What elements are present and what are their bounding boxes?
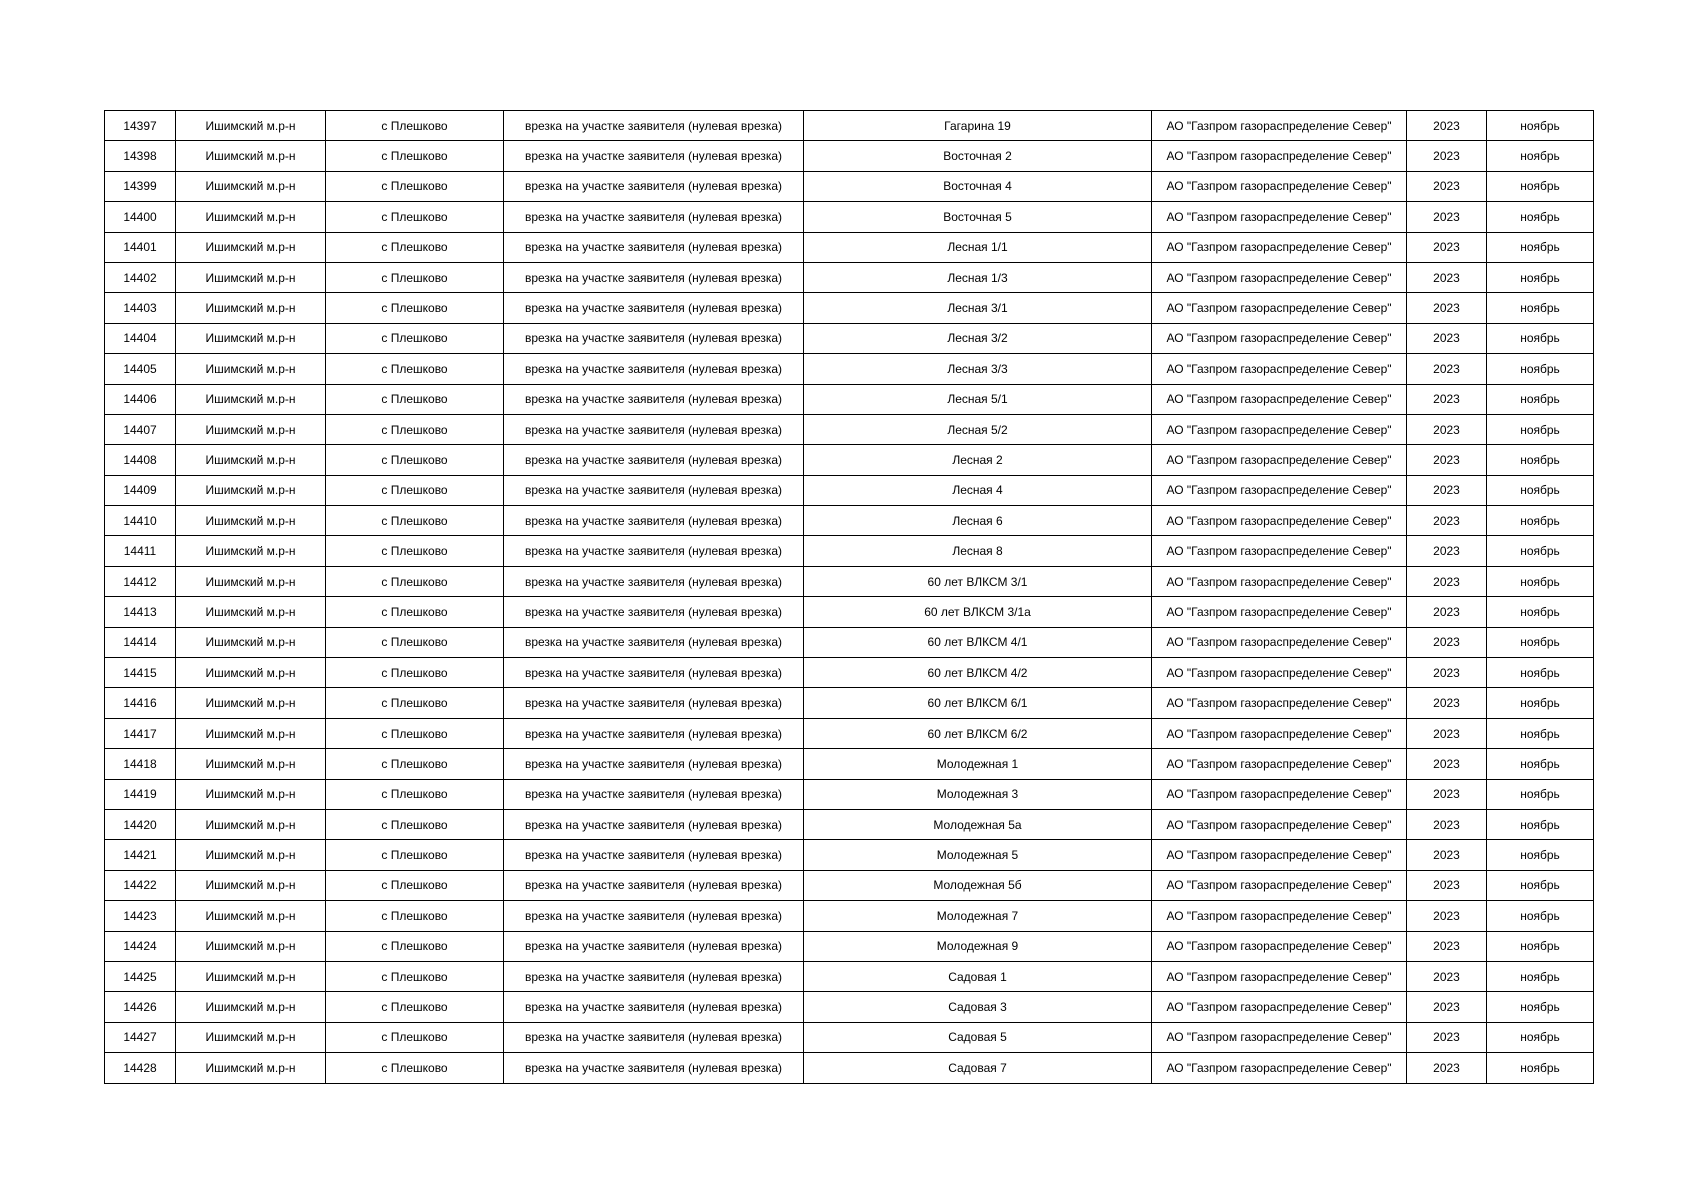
cell-year: 2023 <box>1407 779 1487 809</box>
cell-year: 2023 <box>1407 749 1487 779</box>
table-row <box>105 354 1594 384</box>
cell-year: 2023 <box>1407 354 1487 384</box>
cell-month: ноябрь <box>1487 506 1594 536</box>
cell-address: Лесная 2 <box>804 445 1152 475</box>
cell-month: ноябрь <box>1487 202 1594 232</box>
cell-year: 2023 <box>1407 506 1487 536</box>
cell-connection-type: врезка на участке заявителя (нулевая врезка) <box>504 658 804 688</box>
cell-district: Ишимский м.р-н <box>176 1053 326 1083</box>
cell-connection-type: врезка на участке заявителя (нулевая врезка) <box>504 931 804 961</box>
cell-district: Ишимский м.р-н <box>176 809 326 839</box>
cell-organization: АО "Газпром газораспределение Север" <box>1152 445 1407 475</box>
cell-year: 2023 <box>1407 536 1487 566</box>
cell-organization: АО "Газпром газораспределение Север" <box>1152 354 1407 384</box>
cell-month: ноябрь <box>1487 475 1594 505</box>
cell-month: ноябрь <box>1487 293 1594 323</box>
cell-organization: АО "Газпром газораспределение Север" <box>1152 202 1407 232</box>
cell-id: 14423 <box>105 901 176 931</box>
cell-organization: АО "Газпром газораспределение Север" <box>1152 414 1407 444</box>
cell-organization: АО "Газпром газораспределение Север" <box>1152 384 1407 414</box>
table-row <box>105 536 1594 566</box>
cell-month: ноябрь <box>1487 384 1594 414</box>
cell-settlement: с Плешково <box>326 718 504 748</box>
table-row <box>105 688 1594 718</box>
cell-settlement: с Плешково <box>326 293 504 323</box>
cell-connection-type: врезка на участке заявителя (нулевая врезка) <box>504 171 804 201</box>
cell-organization: АО "Газпром газораспределение Север" <box>1152 901 1407 931</box>
cell-district: Ишимский м.р-н <box>176 627 326 657</box>
cell-settlement: с Плешково <box>326 414 504 444</box>
cell-organization: АО "Газпром газораспределение Север" <box>1152 1053 1407 1083</box>
cell-settlement: с Плешково <box>326 141 504 171</box>
table-row <box>105 475 1594 505</box>
cell-organization: АО "Газпром газораспределение Север" <box>1152 809 1407 839</box>
cell-settlement: с Плешково <box>326 506 504 536</box>
cell-connection-type: врезка на участке заявителя (нулевая врезка) <box>504 262 804 292</box>
cell-year: 2023 <box>1407 1053 1487 1083</box>
cell-address: Молодежная 5а <box>804 809 1152 839</box>
cell-settlement: с Плешково <box>326 111 504 141</box>
cell-month: ноябрь <box>1487 931 1594 961</box>
cell-organization: АО "Газпром газораспределение Север" <box>1152 1022 1407 1052</box>
cell-address: Лесная 6 <box>804 506 1152 536</box>
cell-address: Молодежная 1 <box>804 749 1152 779</box>
cell-connection-type: врезка на участке заявителя (нулевая врезка) <box>504 475 804 505</box>
cell-district: Ишимский м.р-н <box>176 445 326 475</box>
cell-address: 60 лет ВЛКСМ 6/1 <box>804 688 1152 718</box>
cell-settlement: с Плешково <box>326 870 504 900</box>
cell-id: 14404 <box>105 323 176 353</box>
cell-address: Лесная 3/1 <box>804 293 1152 323</box>
cell-month: ноябрь <box>1487 141 1594 171</box>
cell-connection-type: врезка на участке заявителя (нулевая врезка) <box>504 354 804 384</box>
cell-address: 60 лет ВЛКСМ 6/2 <box>804 718 1152 748</box>
cell-address: 60 лет ВЛКСМ 3/1 <box>804 566 1152 596</box>
table-row <box>105 870 1594 900</box>
table-row <box>105 384 1594 414</box>
cell-id: 14403 <box>105 293 176 323</box>
table-row <box>105 627 1594 657</box>
cell-year: 2023 <box>1407 202 1487 232</box>
cell-month: ноябрь <box>1487 536 1594 566</box>
cell-district: Ишимский м.р-н <box>176 414 326 444</box>
cell-year: 2023 <box>1407 414 1487 444</box>
cell-connection-type: врезка на участке заявителя (нулевая врезка) <box>504 749 804 779</box>
cell-year: 2023 <box>1407 931 1487 961</box>
cell-connection-type: врезка на участке заявителя (нулевая врезка) <box>504 323 804 353</box>
cell-district: Ишимский м.р-н <box>176 566 326 596</box>
cell-district: Ишимский м.р-н <box>176 384 326 414</box>
gas-connection-table <box>104 110 1594 1084</box>
cell-organization: АО "Газпром газораспределение Север" <box>1152 141 1407 171</box>
cell-address: Садовая 7 <box>804 1053 1152 1083</box>
cell-connection-type: врезка на участке заявителя (нулевая врезка) <box>504 1022 804 1052</box>
cell-year: 2023 <box>1407 445 1487 475</box>
cell-month: ноябрь <box>1487 1022 1594 1052</box>
cell-district: Ишимский м.р-н <box>176 262 326 292</box>
table-row <box>105 597 1594 627</box>
table-row <box>105 718 1594 748</box>
cell-settlement: с Плешково <box>326 658 504 688</box>
cell-year: 2023 <box>1407 141 1487 171</box>
table-row <box>105 445 1594 475</box>
cell-organization: АО "Газпром газораспределение Север" <box>1152 961 1407 991</box>
cell-month: ноябрь <box>1487 262 1594 292</box>
cell-organization: АО "Газпром газораспределение Север" <box>1152 749 1407 779</box>
cell-address: 60 лет ВЛКСМ 4/1 <box>804 627 1152 657</box>
cell-address: Молодежная 5б <box>804 870 1152 900</box>
document-page <box>104 110 1593 1084</box>
cell-settlement: с Плешково <box>326 992 504 1022</box>
cell-year: 2023 <box>1407 171 1487 201</box>
cell-id: 14410 <box>105 506 176 536</box>
cell-district: Ишимский м.р-н <box>176 475 326 505</box>
cell-year: 2023 <box>1407 323 1487 353</box>
cell-year: 2023 <box>1407 870 1487 900</box>
cell-district: Ишимский м.р-н <box>176 141 326 171</box>
cell-organization: АО "Газпром газораспределение Север" <box>1152 688 1407 718</box>
cell-id: 14409 <box>105 475 176 505</box>
cell-year: 2023 <box>1407 384 1487 414</box>
cell-id: 14420 <box>105 809 176 839</box>
cell-id: 14419 <box>105 779 176 809</box>
cell-address: Лесная 3/2 <box>804 323 1152 353</box>
cell-month: ноябрь <box>1487 870 1594 900</box>
cell-month: ноябрь <box>1487 961 1594 991</box>
cell-connection-type: врезка на участке заявителя (нулевая врезка) <box>504 718 804 748</box>
cell-district: Ишимский м.р-н <box>176 901 326 931</box>
cell-settlement: с Плешково <box>326 202 504 232</box>
table-row <box>105 566 1594 596</box>
cell-settlement: с Плешково <box>326 566 504 596</box>
cell-district: Ишимский м.р-н <box>176 749 326 779</box>
table-row <box>105 658 1594 688</box>
cell-district: Ишимский м.р-н <box>176 870 326 900</box>
cell-month: ноябрь <box>1487 1053 1594 1083</box>
cell-year: 2023 <box>1407 992 1487 1022</box>
cell-year: 2023 <box>1407 688 1487 718</box>
cell-year: 2023 <box>1407 262 1487 292</box>
cell-id: 14406 <box>105 384 176 414</box>
cell-year: 2023 <box>1407 232 1487 262</box>
cell-settlement: с Плешково <box>326 232 504 262</box>
cell-district: Ишимский м.р-н <box>176 992 326 1022</box>
cell-address: Восточная 5 <box>804 202 1152 232</box>
cell-id: 14415 <box>105 658 176 688</box>
cell-year: 2023 <box>1407 901 1487 931</box>
cell-address: 60 лет ВЛКСМ 4/2 <box>804 658 1152 688</box>
cell-organization: АО "Газпром газораспределение Север" <box>1152 840 1407 870</box>
cell-connection-type: врезка на участке заявителя (нулевая врезка) <box>504 566 804 596</box>
cell-month: ноябрь <box>1487 749 1594 779</box>
cell-district: Ишимский м.р-н <box>176 658 326 688</box>
cell-district: Ишимский м.р-н <box>176 961 326 991</box>
cell-settlement: с Плешково <box>326 901 504 931</box>
cell-month: ноябрь <box>1487 232 1594 262</box>
cell-connection-type: врезка на участке заявителя (нулевая врезка) <box>504 202 804 232</box>
cell-organization: АО "Газпром газораспределение Север" <box>1152 718 1407 748</box>
table-row <box>105 262 1594 292</box>
cell-id: 14418 <box>105 749 176 779</box>
cell-connection-type: врезка на участке заявителя (нулевая врезка) <box>504 536 804 566</box>
cell-address: Восточная 4 <box>804 171 1152 201</box>
cell-id: 14427 <box>105 1022 176 1052</box>
table-row <box>105 961 1594 991</box>
cell-address: Лесная 8 <box>804 536 1152 566</box>
cell-connection-type: врезка на участке заявителя (нулевая врезка) <box>504 506 804 536</box>
cell-connection-type: врезка на участке заявителя (нулевая врезка) <box>504 597 804 627</box>
cell-month: ноябрь <box>1487 354 1594 384</box>
cell-year: 2023 <box>1407 840 1487 870</box>
cell-settlement: с Плешково <box>326 171 504 201</box>
table-row <box>105 141 1594 171</box>
cell-year: 2023 <box>1407 1022 1487 1052</box>
table-row <box>105 809 1594 839</box>
cell-district: Ишимский м.р-н <box>176 536 326 566</box>
table-row <box>105 992 1594 1022</box>
cell-address: 60 лет ВЛКСМ 3/1а <box>804 597 1152 627</box>
cell-id: 14416 <box>105 688 176 718</box>
cell-connection-type: врезка на участке заявителя (нулевая врезка) <box>504 141 804 171</box>
cell-settlement: с Плешково <box>326 323 504 353</box>
cell-address: Лесная 3/3 <box>804 354 1152 384</box>
cell-connection-type: врезка на участке заявителя (нулевая врезка) <box>504 384 804 414</box>
cell-id: 14426 <box>105 992 176 1022</box>
table-row <box>105 323 1594 353</box>
cell-month: ноябрь <box>1487 718 1594 748</box>
cell-organization: АО "Газпром газораспределение Север" <box>1152 262 1407 292</box>
cell-address: Молодежная 5 <box>804 840 1152 870</box>
cell-month: ноябрь <box>1487 627 1594 657</box>
cell-connection-type: врезка на участке заявителя (нулевая врезка) <box>504 779 804 809</box>
cell-month: ноябрь <box>1487 840 1594 870</box>
cell-address: Лесная 1/1 <box>804 232 1152 262</box>
cell-organization: АО "Газпром газораспределение Север" <box>1152 992 1407 1022</box>
cell-month: ноябрь <box>1487 992 1594 1022</box>
cell-year: 2023 <box>1407 961 1487 991</box>
cell-year: 2023 <box>1407 627 1487 657</box>
cell-year: 2023 <box>1407 566 1487 596</box>
cell-id: 14421 <box>105 840 176 870</box>
cell-connection-type: врезка на участке заявителя (нулевая врезка) <box>504 414 804 444</box>
cell-district: Ишимский м.р-н <box>176 688 326 718</box>
cell-district: Ишимский м.р-н <box>176 840 326 870</box>
cell-settlement: с Плешково <box>326 961 504 991</box>
table-row <box>105 749 1594 779</box>
cell-address: Лесная 5/1 <box>804 384 1152 414</box>
cell-organization: АО "Газпром газораспределение Север" <box>1152 627 1407 657</box>
cell-id: 14412 <box>105 566 176 596</box>
table-row <box>105 931 1594 961</box>
cell-address: Садовая 3 <box>804 992 1152 1022</box>
cell-organization: АО "Газпром газораспределение Север" <box>1152 111 1407 141</box>
cell-id: 14405 <box>105 354 176 384</box>
cell-connection-type: врезка на участке заявителя (нулевая врезка) <box>504 992 804 1022</box>
cell-id: 14417 <box>105 718 176 748</box>
cell-district: Ишимский м.р-н <box>176 931 326 961</box>
cell-organization: АО "Газпром газораспределение Север" <box>1152 475 1407 505</box>
cell-settlement: с Плешково <box>326 445 504 475</box>
cell-organization: АО "Газпром газораспределение Север" <box>1152 658 1407 688</box>
cell-settlement: с Плешково <box>326 354 504 384</box>
cell-district: Ишимский м.р-н <box>176 506 326 536</box>
table-row <box>105 414 1594 444</box>
cell-id: 14414 <box>105 627 176 657</box>
table-row <box>105 1022 1594 1052</box>
cell-settlement: с Плешково <box>326 627 504 657</box>
cell-address: Лесная 4 <box>804 475 1152 505</box>
cell-id: 14408 <box>105 445 176 475</box>
cell-settlement: с Плешково <box>326 931 504 961</box>
cell-id: 14413 <box>105 597 176 627</box>
cell-month: ноябрь <box>1487 688 1594 718</box>
cell-month: ноябрь <box>1487 414 1594 444</box>
table-row <box>105 293 1594 323</box>
cell-connection-type: врезка на участке заявителя (нулевая врезка) <box>504 111 804 141</box>
cell-settlement: с Плешково <box>326 840 504 870</box>
table-row <box>105 111 1594 141</box>
table-row <box>105 202 1594 232</box>
cell-organization: АО "Газпром газораспределение Север" <box>1152 870 1407 900</box>
cell-id: 14402 <box>105 262 176 292</box>
cell-address: Лесная 1/3 <box>804 262 1152 292</box>
cell-id: 14428 <box>105 1053 176 1083</box>
cell-id: 14397 <box>105 111 176 141</box>
cell-district: Ишимский м.р-н <box>176 111 326 141</box>
cell-settlement: с Плешково <box>326 749 504 779</box>
cell-organization: АО "Газпром газораспределение Север" <box>1152 171 1407 201</box>
cell-address: Молодежная 9 <box>804 931 1152 961</box>
cell-connection-type: врезка на участке заявителя (нулевая врезка) <box>504 809 804 839</box>
cell-id: 14422 <box>105 870 176 900</box>
cell-district: Ишимский м.р-н <box>176 779 326 809</box>
cell-settlement: с Плешково <box>326 809 504 839</box>
cell-organization: АО "Газпром газораспределение Север" <box>1152 566 1407 596</box>
cell-id: 14424 <box>105 931 176 961</box>
cell-address: Гагарина 19 <box>804 111 1152 141</box>
cell-organization: АО "Газпром газораспределение Север" <box>1152 779 1407 809</box>
cell-month: ноябрь <box>1487 111 1594 141</box>
table-row <box>105 1053 1594 1083</box>
cell-month: ноябрь <box>1487 445 1594 475</box>
table-body <box>105 111 1594 1084</box>
cell-address: Молодежная 7 <box>804 901 1152 931</box>
cell-organization: АО "Газпром газораспределение Север" <box>1152 931 1407 961</box>
cell-month: ноябрь <box>1487 597 1594 627</box>
cell-organization: АО "Газпром газораспределение Север" <box>1152 597 1407 627</box>
cell-connection-type: врезка на участке заявителя (нулевая врезка) <box>504 870 804 900</box>
cell-month: ноябрь <box>1487 171 1594 201</box>
cell-connection-type: врезка на участке заявителя (нулевая врезка) <box>504 293 804 323</box>
cell-district: Ишимский м.р-н <box>176 293 326 323</box>
cell-connection-type: врезка на участке заявителя (нулевая врезка) <box>504 232 804 262</box>
cell-connection-type: врезка на участке заявителя (нулевая врезка) <box>504 1053 804 1083</box>
table-row <box>105 232 1594 262</box>
table-row <box>105 901 1594 931</box>
cell-year: 2023 <box>1407 718 1487 748</box>
cell-month: ноябрь <box>1487 566 1594 596</box>
cell-organization: АО "Газпром газораспределение Север" <box>1152 323 1407 353</box>
cell-address: Молодежная 3 <box>804 779 1152 809</box>
cell-id: 14425 <box>105 961 176 991</box>
cell-month: ноябрь <box>1487 323 1594 353</box>
cell-settlement: с Плешково <box>326 1053 504 1083</box>
cell-connection-type: врезка на участке заявителя (нулевая врезка) <box>504 445 804 475</box>
cell-connection-type: врезка на участке заявителя (нулевая врезка) <box>504 688 804 718</box>
cell-district: Ишимский м.р-н <box>176 354 326 384</box>
cell-id: 14398 <box>105 141 176 171</box>
cell-id: 14399 <box>105 171 176 201</box>
cell-year: 2023 <box>1407 475 1487 505</box>
cell-district: Ишимский м.р-н <box>176 232 326 262</box>
cell-organization: АО "Газпром газораспределение Север" <box>1152 536 1407 566</box>
cell-month: ноябрь <box>1487 809 1594 839</box>
cell-settlement: с Плешково <box>326 536 504 566</box>
cell-district: Ишимский м.р-н <box>176 597 326 627</box>
cell-organization: АО "Газпром газораспределение Север" <box>1152 506 1407 536</box>
table-row <box>105 171 1594 201</box>
cell-settlement: с Плешково <box>326 597 504 627</box>
cell-year: 2023 <box>1407 597 1487 627</box>
cell-settlement: с Плешково <box>326 779 504 809</box>
cell-district: Ишимский м.р-н <box>176 323 326 353</box>
cell-month: ноябрь <box>1487 658 1594 688</box>
cell-district: Ишимский м.р-н <box>176 1022 326 1052</box>
cell-year: 2023 <box>1407 658 1487 688</box>
cell-month: ноябрь <box>1487 901 1594 931</box>
cell-year: 2023 <box>1407 809 1487 839</box>
cell-settlement: с Плешково <box>326 384 504 414</box>
table-row <box>105 506 1594 536</box>
cell-organization: АО "Газпром газораспределение Север" <box>1152 232 1407 262</box>
cell-year: 2023 <box>1407 111 1487 141</box>
table-row <box>105 779 1594 809</box>
cell-settlement: с Плешково <box>326 262 504 292</box>
cell-settlement: с Плешково <box>326 475 504 505</box>
cell-id: 14401 <box>105 232 176 262</box>
cell-district: Ишимский м.р-н <box>176 171 326 201</box>
cell-district: Ишимский м.р-н <box>176 718 326 748</box>
cell-id: 14400 <box>105 202 176 232</box>
cell-address: Садовая 1 <box>804 961 1152 991</box>
cell-connection-type: врезка на участке заявителя (нулевая врезка) <box>504 901 804 931</box>
cell-organization: АО "Газпром газораспределение Север" <box>1152 293 1407 323</box>
cell-connection-type: врезка на участке заявителя (нулевая врезка) <box>504 840 804 870</box>
cell-month: ноябрь <box>1487 779 1594 809</box>
cell-address: Восточная 2 <box>804 141 1152 171</box>
cell-year: 2023 <box>1407 293 1487 323</box>
cell-settlement: с Плешково <box>326 1022 504 1052</box>
cell-address: Лесная 5/2 <box>804 414 1152 444</box>
cell-connection-type: врезка на участке заявителя (нулевая врезка) <box>504 961 804 991</box>
cell-id: 14407 <box>105 414 176 444</box>
cell-id: 14411 <box>105 536 176 566</box>
cell-address: Садовая 5 <box>804 1022 1152 1052</box>
cell-district: Ишимский м.р-н <box>176 202 326 232</box>
table-row <box>105 840 1594 870</box>
cell-settlement: с Плешково <box>326 688 504 718</box>
cell-connection-type: врезка на участке заявителя (нулевая врезка) <box>504 627 804 657</box>
